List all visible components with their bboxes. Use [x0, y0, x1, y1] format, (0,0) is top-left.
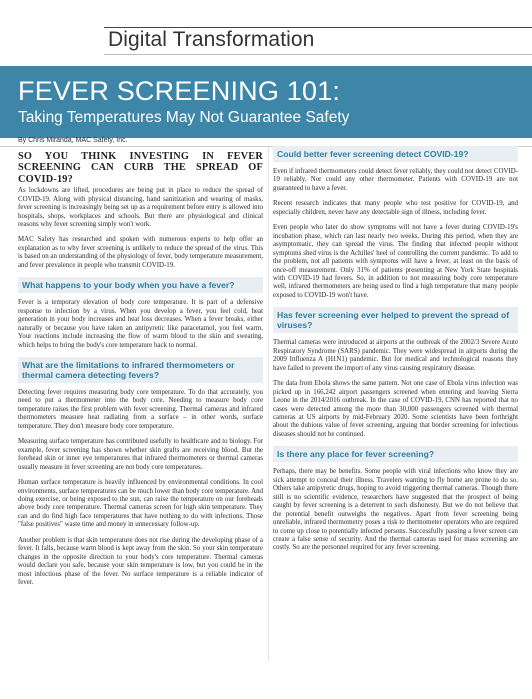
- right-column: [273, 146, 518, 560]
- paragraph: Measuring surface temperature has contributed usefully to healthcare and to biology. For example, fever screening has shown whether skin grafts are receiving blood. But the forehead skin or inner eye temperatures that infrared thermometers or thermal cameras usually measure in fever screening are not body core temperatures.: [18, 438, 263, 471]
- paragraph: As lockdowns are lifted, procedures are being put in place to reduce the spread of COVID-19. Along with physical distancing, hand sanitization and wearing of masks, fever screening is increasingly being set up as a requirement before entry is allowed into hospitals, shops, workplaces and schools. But there are physiological and clinical reasons why fever screening simply won't work.: [18, 187, 263, 229]
- section-heading: Has fever screening ever helped to prevent the spread of viruses?: [273, 307, 518, 333]
- section-title: Digital Transformation: [108, 28, 315, 51]
- left-column: [18, 151, 263, 595]
- section-heading: What are the limitations to infrared thermometers or thermal camera detecting fevers?: [18, 357, 263, 383]
- lead-heading: SO YOU THINK INVESTING IN FEVER SCREENING CAN CURB THE SPREAD OF COVID-19?: [18, 151, 263, 185]
- paragraph: Thermal cameras were introduced at airports at the outbreak of the 2002/3 Severe Acute Respiratory Syndrome (SARS) pandemic. They were widespread in airports during the 2009 Influenza A (H1N1) pandemic. But for medical and technological reasons they have failed to prevent the import of any virus causing respiratory disease.: [273, 339, 518, 372]
- paragraph: Another problem is that skin temperature does not rise during the developing phase of a fever. It falls, because warm blood is kept away from the skin. So your skin temperature changes in the opposite direction to your body's core temperature. Thermal cameras would declare you safe, because your skin temperature is low, but you could be in the most infectious phase of the fever. No surface temperature is a reliable indicator of fever.: [18, 536, 263, 587]
- paragraph: Even if infrared thermometers could detect fever reliably, they could not detect COVID-19 reliably. Nor could any other thermometer. Patients with COVID-19 are not guaranteed to have a fever.: [273, 168, 518, 192]
- page-header: [0, 0, 532, 62]
- article-subtitle: Taking Temperatures May Not Guarantee Safety: [18, 109, 350, 126]
- byline: By Chris Miranda, MAC Safety, Inc.: [18, 137, 128, 144]
- paragraph: Even people who later do show symptoms will not have a fever during COVID-19's incubation phase, which can last nearly two weeks. During this period, when they are asymptomatic, they can spread the virus. The finding that infected people without symptoms shed virus is the Achilles' heel of controlling the current pandemic. To add to the problem, not all patients with symptoms will have a fever, at least on the basis of once-off measurement. Only 31% of patients presenting at New York State hospitals with COVID-19 had fevers. So, in addition to not measuring body core temperature well, infrared thermometers are being used to find a high temperature that many people exposed to COVID-19 won't have.: [273, 224, 518, 299]
- paragraph: Fever is a temporary elevation of body core temperature. It is part of a defensive response to infection by a virus. When you develop a fever, you feel cold, heat generation in your body increases and heat loss decreases. When a fever breaks, either naturally or because you have taken an antipyretic like paracetamol, you feel warm. Your reactions include increasing the flow of warm blood to the skin and sweating, which helps to bring the body's core temperature back to normal.: [18, 299, 263, 349]
- paragraph: Perhaps, there may be benefits. Some people with viral infections who know they are sick attempt to conceal their illness. Travelers wanting to fly home are prone to do so. Others take antipyretic drugs, hoping to avoid triggering thermal cameras. Though there still is no scientific evidence, researchers have suggested that the prospect of being caught by fever screening is a deterrent to such dishonesty. But we do not believe that the potential benefit outweighs the negatives. Apart from fever screening being unreliable, infrared thermometry poses a risk to thermometer operators who are required to come up close to potentially infected persons. Successfully passing a fever screen can create a false sense of security. And the thermal cameras used for mass screening are costly. So are the personnel required for any fever screening.: [273, 468, 518, 552]
- paragraph: The data from Ebola shows the same pattern. Not one case of Ebola virus infection was picked up in 166,242 airport passengers screened when entering and leaving Sierra Leone in the 2014/2016 outbreak. In the case of COVID-19, CNN has reported that no cases were detected among the more than 30,000 passengers screened with thermal cameras at US airports by mid-February 2020. Some scientists have been forthright about the dubious value of fever screening, arguing that border screening for infectious diseases should not be continued.: [273, 380, 518, 438]
- paragraph: Detecting fever requires measuring body core temperature. To do that accurately, you need to put a thermometer into the body core. Needing to measure body core temperature raises the first problem with fever screening. Thermal cameras and infrared thermometers measure heat radiating from a surface – in other words, surface temperature. They don't measure body core temperature.: [18, 389, 263, 430]
- article-title: FEVER SCREENING 101:: [18, 76, 341, 106]
- paragraph: Recent research indicates that many people who test positive for COVID-19, and especially children, never have any detectable sign of illness, including fever.: [273, 200, 518, 216]
- column-divider: [268, 146, 269, 661]
- paragraph: MAC Safety has researched and spoken with numerous experts to help offer an explanation as to why fever screening is unlikely to reduce the spread of the virus. This is based on an understanding of the physiology of fever, body temperature measurement, and fever prevalence in people who transmit COVID-19.: [18, 236, 263, 269]
- title-banner: [0, 66, 532, 138]
- header-rule-bottom: [104, 54, 532, 55]
- section-heading: Is there any place for fever screening?: [273, 446, 518, 462]
- paragraph: Human surface temperature is heavily influenced by environmental conditions. In cool environments, surface temperatures can be much lower than body core temperature. And doing exercise, or being exposed to the sun, can raise the temperature on our foreheads above body core temperature. Thermal cameras screen for high skin temperature. They can and do find high face temperatures that have nothing to do with infections. Those "false positives" waste time and money in unnecessary follow-up.: [18, 479, 263, 529]
- section-heading: What happens to your body when you have a fever?: [18, 277, 263, 293]
- section-heading: Could better fever screening detect COVID-19?: [273, 146, 518, 162]
